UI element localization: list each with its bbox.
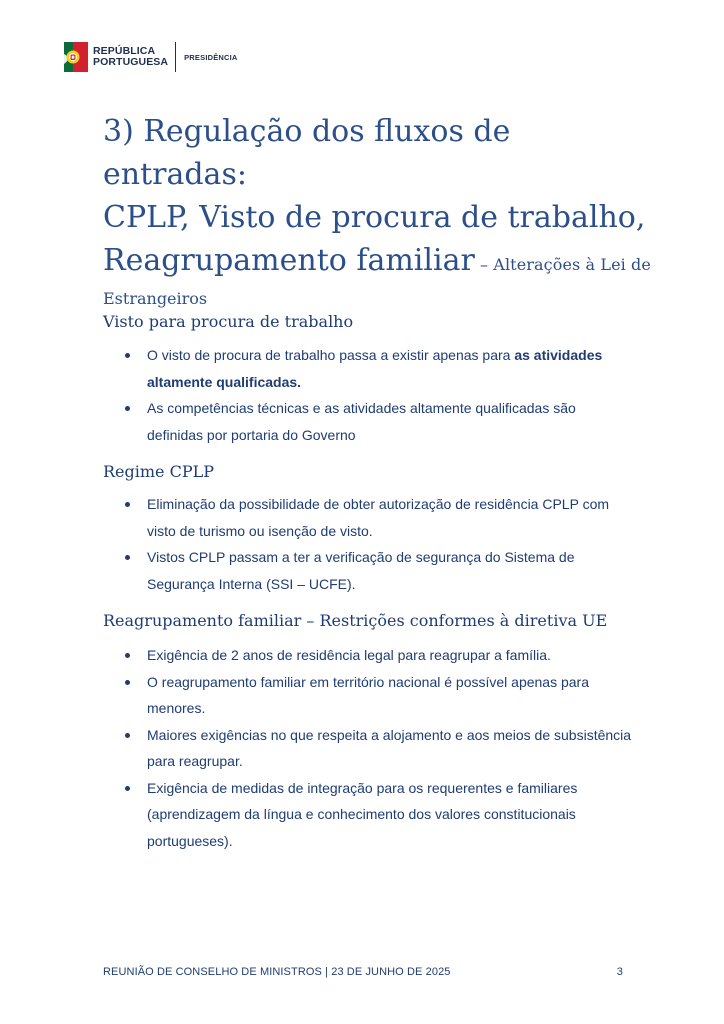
title-line-2: CPLP, Visto de procura de trabalho, [103,200,646,235]
footer-meeting-date: REUNIÃO DE CONSELHO DE MINISTROS | 23 DE JUNHO DE 2025 [103,966,451,978]
list-item [103,775,633,855]
list-item [103,491,633,544]
bullet-icon [125,786,130,791]
list-item-text: Vistos CPLP passam a ter a verificação de segurança do Sistema de Segurança Interna (SSI – UCFE). [147,549,575,592]
list-item-text: Exigência de 2 anos de residência legal para reagrupar a família. [147,647,551,663]
header-divider [175,42,176,72]
bullet-icon [125,653,130,658]
brand-name [93,46,168,68]
section-list-reagrupamento [103,642,633,854]
list-item-text: Exigência de medidas de integração para os requerentes e familiares (aprendizagem da língua e conhecimento dos valores constitucionais portugueses). [147,779,578,849]
page-number: 3 [616,966,623,978]
list-item [103,642,633,669]
bullet-icon [125,406,130,411]
page-title [103,110,663,312]
department-label: PRESIDÊNCIA [184,52,238,62]
brand-line-1: REPÚBLICA [93,45,156,57]
section-heading-cplp: Regime CPLP [103,462,214,481]
list-item-text: O visto de procura de trabalho passa a existir apenas para [147,347,515,363]
header [64,42,238,72]
list-item-bold-text: as atividades altamente qualificadas. [147,347,603,390]
list-item [103,669,633,722]
list-item [103,395,633,448]
list-item [103,722,633,775]
title-line-3: Reagrupamento familiar [103,243,475,278]
title-subtitle-part-1: Alterações à Lei de [493,255,651,274]
list-item [103,342,633,395]
bullet-icon [125,353,130,358]
footer [103,966,623,978]
bullet-icon [125,680,130,685]
title-line-1: 3) Regulação dos fluxos de entradas: [103,114,511,192]
list-item-text: O reagrupamento familiar em território nacional é possível apenas para menores. [147,673,590,716]
section-heading-visto: Visto para procura de trabalho [103,312,354,331]
section-list-cplp [103,491,633,597]
list-item [103,544,633,597]
list-item-text: As competências técnicas e as atividades altamente qualificadas são definidas por portaria do Governo [147,400,576,443]
section-heading-reagrupamento: Reagrupamento familiar – Restrições conformes à diretiva UE [103,611,608,630]
bullet-icon [125,555,130,560]
section-list-visto [103,342,633,448]
list-item-text: Maiores exigências no que respeita a alojamento e aos meios de subsistência para reagrupar. [147,726,632,769]
bullet-icon [125,733,130,738]
brand-line-2: PORTUGUESA [93,56,169,68]
portuguese-flag-emblem-icon [64,42,88,72]
list-item-text: Eliminação da possibilidade de obter autorização de residência CPLP com visto de turismo ou isenção de visto. [147,496,610,539]
title-subtitle-part-2: Estrangeiros [103,289,208,308]
bullet-icon [125,502,130,507]
title-dash: – [474,255,494,274]
